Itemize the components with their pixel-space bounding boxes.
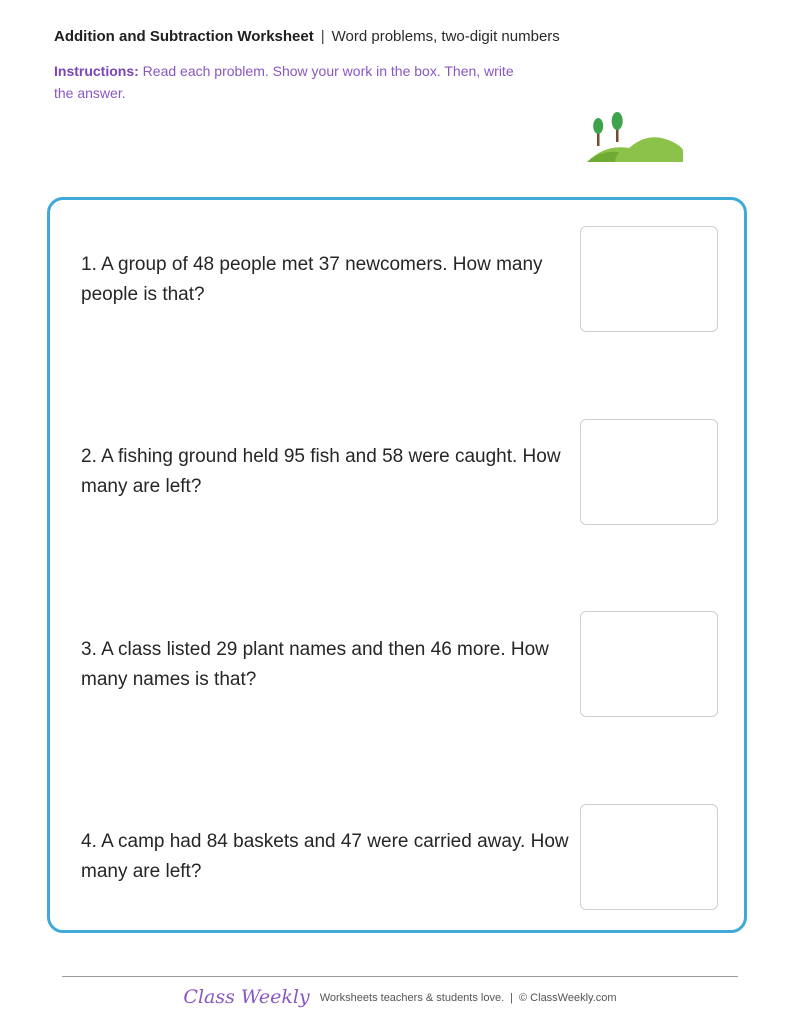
problem-number: 3. [81, 639, 97, 660]
instructions-text: Read each problem. Show your work in the box. Then, write the answer. [54, 63, 514, 101]
problem-text: A camp had 84 baskets and 47 were carried away. How many are left? [81, 831, 569, 882]
answer-box-3[interactable] [580, 611, 718, 717]
worksheet-subtitle: Word problems, two-digit numbers [331, 28, 560, 45]
footer-copyright: © ClassWeekly.com [519, 992, 617, 1004]
problem-number: 4. [81, 831, 97, 852]
problem-text: A class listed 29 plant names and then 46 more. How many names is that? [81, 639, 549, 690]
footer-tagline: Worksheets teachers & students love. [319, 992, 505, 1004]
answer-box-4[interactable] [580, 804, 718, 910]
instructions-label: Instructions: [54, 63, 139, 79]
answer-box-1[interactable] [580, 226, 718, 332]
problem-text: A fishing ground held 95 fish and 58 were caught. How many are left? [81, 446, 561, 497]
problem-4 [81, 827, 571, 887]
header-separator: | [320, 28, 325, 45]
answer-box-2[interactable] [580, 419, 718, 525]
worksheet-title: Addition and Subtraction Worksheet [54, 28, 314, 45]
problem-2 [81, 442, 571, 502]
footer-separator: | [510, 992, 514, 1004]
problem-3 [81, 635, 571, 695]
hill-with-trees-icon [585, 110, 685, 164]
problem-text: A group of 48 people met 37 newcomers. How many people is that? [81, 254, 543, 305]
instructions [54, 60, 534, 104]
brand-logo: Class Weekly [183, 986, 310, 1008]
problem-number: 1. [81, 254, 97, 275]
problem-number: 2. [81, 446, 97, 467]
worksheet-header [54, 28, 560, 45]
footer [0, 986, 800, 1008]
footer-divider [62, 976, 738, 977]
problem-1 [81, 250, 571, 310]
